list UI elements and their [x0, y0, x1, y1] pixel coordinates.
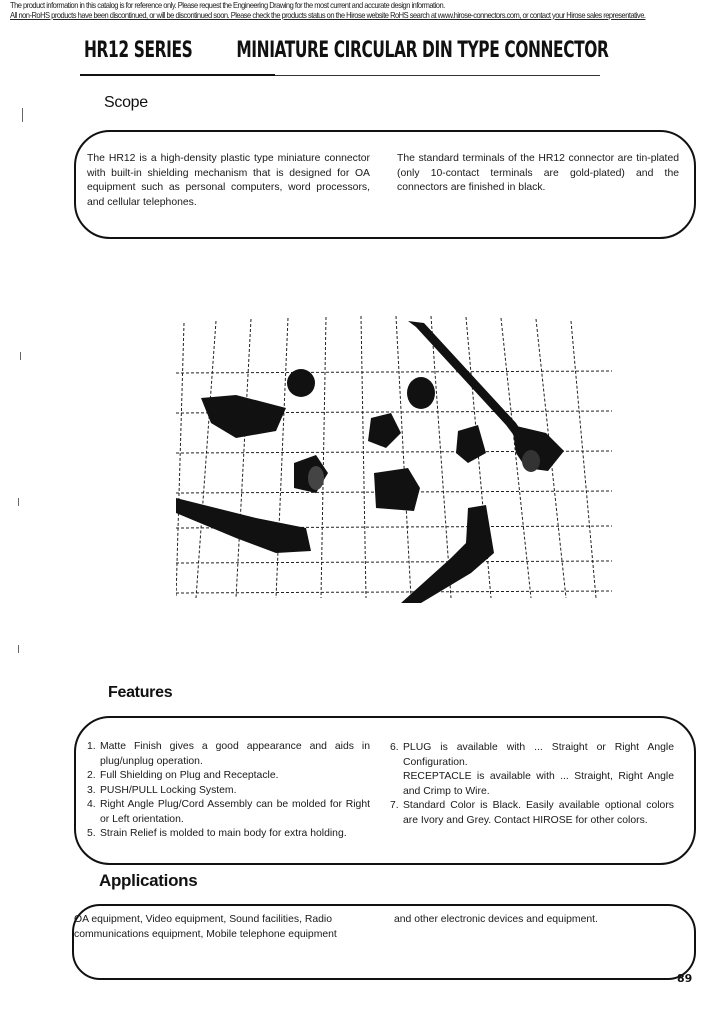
feature-item-3: 3. PUSH/PULL Locking System.	[87, 784, 237, 796]
applications-text-left: OA equipment, Video equipment, Sound facilities, Radio communications equipment, Mobile telephone equipment	[74, 914, 337, 940]
applications-text-right: and other electronic devices and equipment.	[394, 914, 598, 925]
feature-item-5: 5. Strain Relief is molded to main body for extra holding.	[87, 828, 347, 839]
disclaimer-line-2: All non-RoHS products have been discontinued, or will be discontinued soon. Please check the products status on the Hirose website RoHS search at www.hirose-connectors.com, or contact your Hirose sales representative.	[10, 11, 646, 20]
features-column-left	[87, 740, 370, 842]
page-title	[84, 38, 609, 68]
scope-text-right: The standard terminals of the HR12 connector are tin-plated (only 10-contact terminals are gold-plated) and the connectors are finished in black.	[397, 153, 679, 193]
feature-item-7: 7. Standard Color is Black. Easily available optional colors are Ivory and Grey. Contact HIROSE for other colors.	[390, 800, 674, 826]
page-number: 89	[677, 972, 693, 985]
feature-item-2: 2. Full Shielding on Plug and Receptacle.	[87, 770, 279, 781]
feature-item-6: 6. PLUG is available with ... Straight or Right Angle Configuration.	[390, 742, 674, 768]
features-column-right	[390, 741, 674, 828]
disclaimer-line-1: The product information in this catalog is for reference only. Please request the Engineering Drawing for the most current and accurate design information.	[10, 1, 445, 10]
title-rule	[80, 74, 275, 76]
series-name: HR12 SERIES	[84, 38, 193, 63]
features-heading: Features	[108, 684, 173, 701]
scope-text-left: The HR12 is a high-density plastic type miniature connector with built-in shielding mechanism that is designed for OA equipment such as personal computers, word processors, and cellular telephones.	[87, 153, 370, 208]
feature-item-6-receptacle: RECEPTACLE is available with ... Straight, Right Angle and Crimp to Wire.	[403, 771, 674, 797]
feature-item-1: 1. Matte Finish gives a good appearance and aids in plug/unplug operation.	[87, 741, 370, 767]
margin-mark	[18, 645, 19, 653]
margin-mark	[18, 498, 19, 506]
connectors-photo-illustration	[176, 313, 612, 603]
margin-mark	[22, 108, 23, 122]
feature-item-4: 4. Right Angle Plug/Cord Assembly can be molded for Right or Left orientation.	[87, 799, 370, 825]
scope-heading: Scope	[104, 94, 148, 111]
product-title: MINIATURE CIRCULAR DIN TYPE CONNECTOR	[236, 38, 609, 63]
disclaimer	[10, 1, 646, 21]
title-rule-thin	[275, 75, 600, 76]
product-photo	[176, 313, 612, 603]
applications-heading: Applications	[99, 871, 198, 890]
margin-mark	[20, 352, 21, 360]
